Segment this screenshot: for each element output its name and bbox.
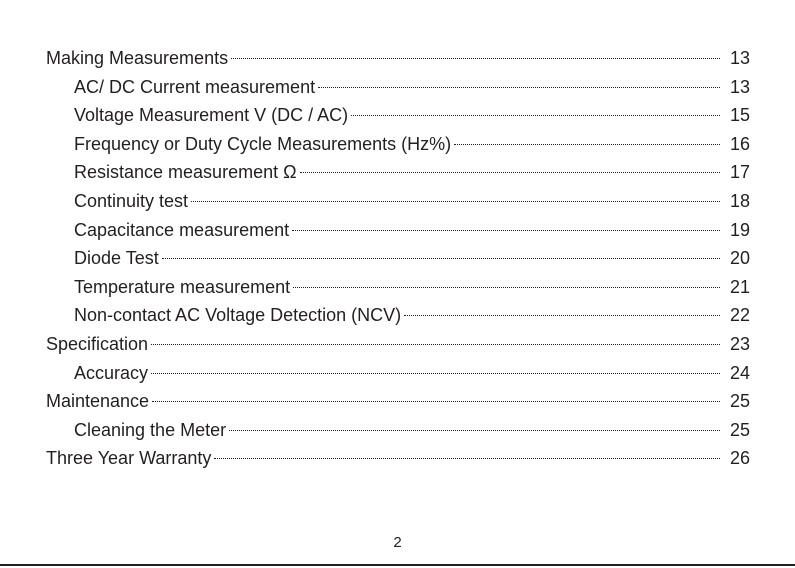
dot-leader	[151, 344, 720, 345]
toc-entry-label: Accuracy	[74, 362, 149, 383]
toc-entry-label: Non-contact AC Voltage Detection (NCV)	[74, 305, 402, 326]
toc-entry-label: Temperature measurement	[74, 276, 291, 297]
toc-entry-accuracy[interactable]	[46, 359, 750, 388]
toc-entry-capacitance[interactable]	[46, 216, 750, 245]
toc-entry-warranty[interactable]	[46, 444, 750, 473]
dot-leader	[231, 58, 720, 59]
dot-leader	[351, 115, 720, 116]
toc-entry-frequency[interactable]	[46, 130, 750, 159]
toc-entry-label: Resistance measurement Ω	[74, 162, 297, 183]
toc-entry-label: Frequency or Duty Cycle Measurements (Hz%)	[74, 133, 452, 154]
toc-entry-label: Continuity test	[74, 190, 189, 211]
dot-leader	[292, 230, 720, 231]
toc-entry-label: Diode Test	[74, 248, 159, 269]
toc-entry-ncv[interactable]	[46, 301, 750, 330]
toc-entry-label: Capacitance measurement	[74, 219, 290, 240]
table-of-contents	[46, 44, 750, 473]
toc-entry-maintenance[interactable]	[46, 387, 750, 416]
toc-entry-diode[interactable]	[46, 244, 750, 273]
toc-entry-page: 20	[729, 248, 750, 269]
toc-entry-label: Specification	[46, 333, 149, 354]
toc-entry-temperature[interactable]	[46, 273, 750, 302]
page-number: 2	[393, 534, 402, 551]
toc-entry-page: 17	[729, 162, 750, 183]
toc-entry-page: 21	[729, 276, 750, 297]
toc-entry-page: 15	[729, 105, 750, 126]
toc-entry-resistance[interactable]	[46, 158, 750, 187]
dot-leader	[229, 430, 720, 431]
toc-entry-page: 13	[729, 76, 750, 97]
page-bottom-rule	[0, 564, 795, 566]
toc-entry-cleaning[interactable]	[46, 416, 750, 445]
dot-leader	[300, 172, 720, 173]
toc-entry-page: 25	[729, 419, 750, 440]
toc-entry-voltage[interactable]	[46, 101, 750, 130]
dot-leader	[214, 458, 720, 459]
toc-entry-label: AC/ DC Current measurement	[74, 76, 316, 97]
toc-entry-page: 26	[729, 448, 750, 469]
toc-entry-making-measurements[interactable]	[46, 44, 750, 73]
dot-leader	[152, 401, 720, 402]
dot-leader	[454, 144, 720, 145]
toc-entry-page: 19	[729, 219, 750, 240]
dot-leader	[293, 287, 720, 288]
dot-leader	[191, 201, 720, 202]
toc-entry-label: Making Measurements	[46, 48, 229, 68]
dot-leader	[162, 258, 720, 259]
toc-entry-label: Maintenance	[46, 391, 150, 412]
toc-entry-page: 22	[729, 305, 750, 326]
toc-entry-specification[interactable]	[46, 330, 750, 359]
toc-entry-page: 24	[729, 362, 750, 383]
toc-entry-page: 16	[729, 133, 750, 154]
dot-leader	[318, 87, 720, 88]
toc-entry-page: 13	[729, 48, 750, 68]
dot-leader	[404, 315, 720, 316]
toc-entry-page: 18	[729, 190, 750, 211]
toc-entry-ac-dc-current[interactable]	[46, 73, 750, 102]
toc-entry-page: 23	[729, 333, 750, 354]
dot-leader	[151, 373, 720, 374]
toc-entry-label: Voltage Measurement V (DC / AC)	[74, 105, 349, 126]
toc-entry-label: Three Year Warranty	[46, 448, 212, 469]
toc-entry-continuity[interactable]	[46, 187, 750, 216]
toc-entry-label: Cleaning the Meter	[74, 419, 227, 440]
toc-entry-page: 25	[729, 391, 750, 412]
